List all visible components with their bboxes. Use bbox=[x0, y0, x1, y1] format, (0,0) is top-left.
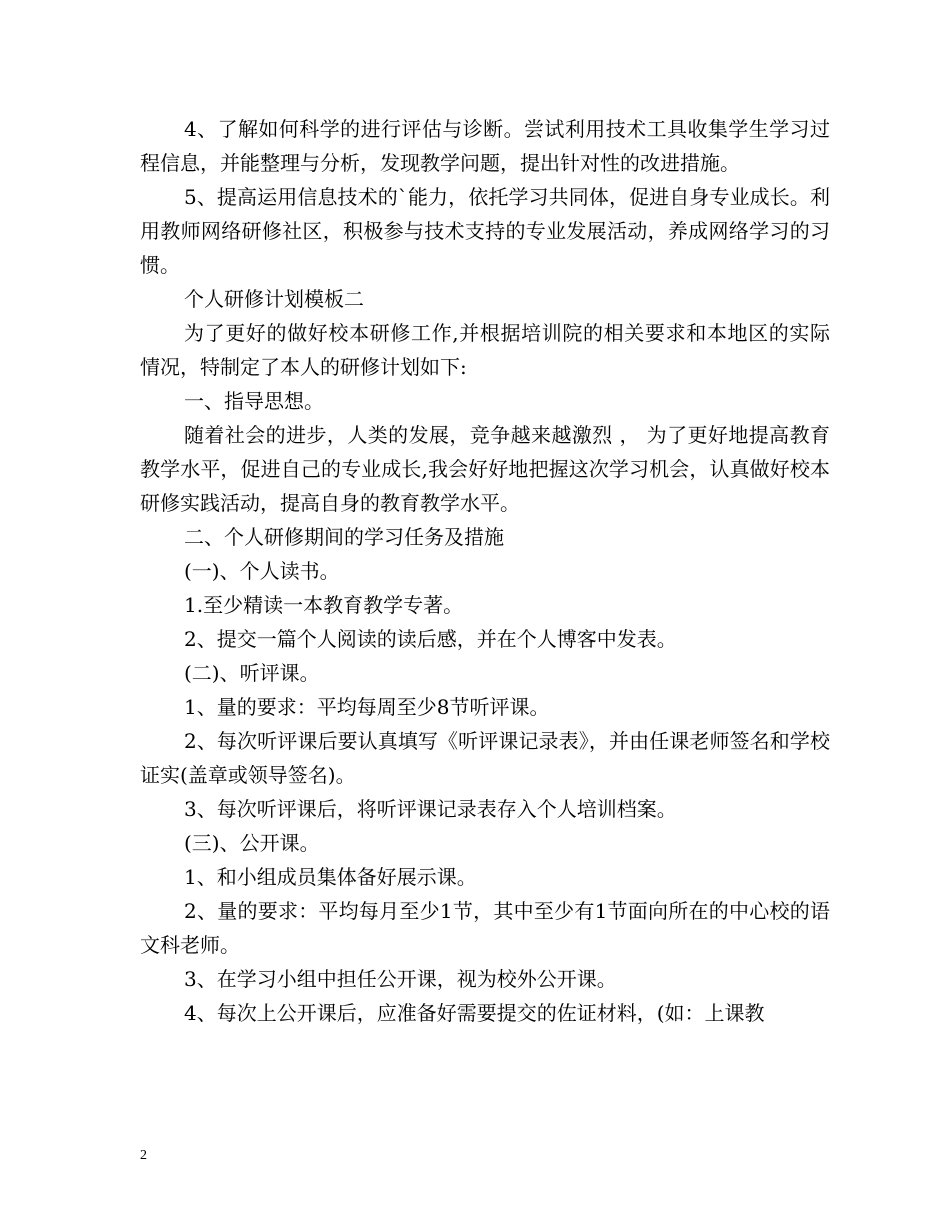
section-heading: 二、个人研修期间的学习任务及措施 bbox=[184, 525, 504, 549]
list-item: 1、量的要求：平均每周至少8节听评课。 bbox=[184, 695, 550, 719]
paragraph: 4、了解如何科学的进行评估与诊断。尝试利用技术工具收集学生学习过程信息，并能整理与分析，发现教学问题，提出针对性的改进措施。 bbox=[140, 117, 830, 175]
paragraph: 随着社会的进步，人类的发展，竞争越来越激烈 ， 为了更好地提高教育教学水平，促进自己的专业成长,我会好好地把握这次学习机会，认真做好校本研修实践活动，提高自身的教育教学水平。 bbox=[140, 423, 830, 515]
list-item: 3、每次听评课后，将听评课记录表存入个人培训档案。 bbox=[184, 797, 677, 821]
list-item: 1、和小组成员集体备好展示课。 bbox=[184, 865, 477, 889]
list-item: 1.至少精读一本教育教学专著。 bbox=[184, 593, 464, 617]
list-item: 2、提交一篇个人阅读的读后感，并在个人博客中发表。 bbox=[184, 627, 677, 651]
subsection-heading: (三)、公开课。 bbox=[184, 831, 320, 855]
section-title: 个人研修计划模板二 bbox=[184, 287, 364, 311]
list-item: 3、在学习小组中担任公开课，视为校外公开课。 bbox=[184, 967, 617, 991]
paragraph: 为了更好的做好校本研修工作,并根据培训院的相关要求和本地区的实际情况，特制定了本人的研修计划如下: bbox=[140, 321, 830, 379]
list-item: 2、每次听评课后要认真填写《听评课记录表》，并由任课老师签名和学校证实(盖章或领导签名)。 bbox=[140, 729, 830, 787]
list-item: 2、量的要求：平均每月至少1节，其中至少有1节面向所在的中心校的语文科老师。 bbox=[140, 899, 830, 957]
subsection-heading: (二)、听评课。 bbox=[184, 661, 320, 685]
list-item: 4、每次上公开课后，应准备好需要提交的佐证材料，(如：上课教 bbox=[184, 1001, 765, 1025]
page-number: 2 bbox=[140, 1148, 147, 1163]
section-heading: 一、指导思想。 bbox=[184, 389, 324, 413]
subsection-heading: (一)、个人读书。 bbox=[184, 559, 340, 583]
paragraph: 5、提高运用信息技术的`能力，依托学习共同体，促进自身专业成长。利用教师网络研修社区，积极参与技术支持的专业发展活动，养成网络学习的习惯。 bbox=[140, 185, 830, 277]
document-body bbox=[140, 112, 830, 1030]
